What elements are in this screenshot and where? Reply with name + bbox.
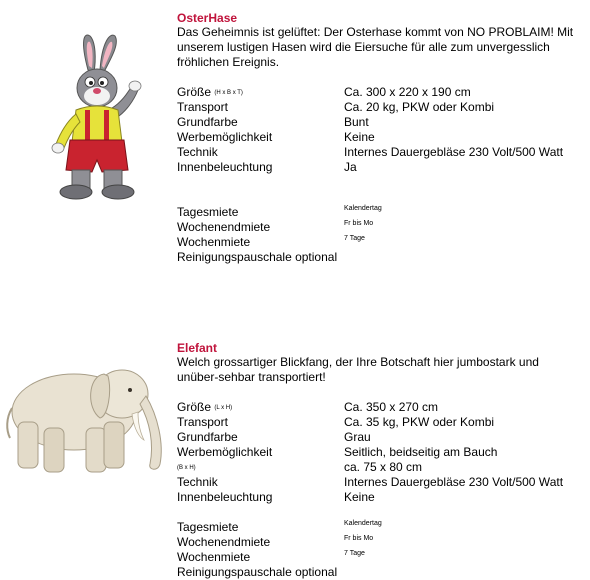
spec-label — [177, 160, 272, 175]
spec-label — [177, 400, 232, 415]
rental-row — [177, 235, 582, 250]
rental-label: Wochenendmiete — [177, 220, 271, 234]
rental-label: Wochenmiete — [177, 235, 251, 249]
spec-unit-hint: (H x B x T) — [214, 89, 243, 96]
spec-label-text: Größe — [177, 85, 212, 99]
spec-label — [177, 460, 196, 475]
rental-row — [177, 535, 582, 550]
spec-row — [177, 400, 582, 415]
product-title: Elefant — [177, 341, 218, 355]
rental-value: Kalendertag — [344, 520, 382, 527]
spec-unit-hint: (L x H) — [214, 404, 233, 411]
rental-row — [177, 250, 582, 265]
spec-label — [177, 115, 238, 130]
spec-row — [177, 445, 582, 460]
spec-label-text: Innenbeleuchtung — [177, 160, 273, 174]
elephant-image — [4, 352, 169, 482]
spec-label-text: Innenbeleuchtung — [177, 490, 273, 504]
product-content — [177, 341, 582, 580]
rental-label: Wochenendmiete — [177, 535, 271, 549]
product-description: Welch grossartiger Blickfang, der Ihre Botschaft hier jumbostark und unüber-sehbar transportiert! — [177, 355, 539, 384]
rental-row — [177, 550, 582, 565]
spec-row — [177, 130, 582, 145]
spec-value: Internes Dauergebläse 230 Volt/500 Watt — [344, 475, 564, 489]
elephant-illustration — [4, 352, 169, 482]
product-description: Das Geheimnis ist gelüftet: Der Osterhase kommt von NO PROBLAIM! Mit unserem lustigen Hasen wird die Eiersuche für alle zum unvergesslich fröhlichen Ereignis. — [177, 25, 574, 69]
spec-value: Bunt — [344, 115, 369, 129]
spec-value: Ca. 20 kg, PKW oder Kombi — [344, 100, 495, 114]
rental-label: Wochenmiete — [177, 550, 251, 564]
spec-value: Internes Dauergebläse 230 Volt/500 Watt — [344, 145, 564, 159]
spec-label — [177, 130, 272, 145]
spec-label-text: Grundfarbe — [177, 115, 238, 129]
spec-label — [177, 145, 218, 160]
rental-value: 7 Tage — [344, 235, 365, 242]
spec-row — [177, 415, 582, 430]
spec-row — [177, 475, 582, 490]
bunny-image — [40, 30, 150, 205]
spec-row — [177, 460, 582, 475]
bunny-illustration — [40, 30, 150, 205]
spec-value: Seitlich, beidseitig am Bauch — [344, 445, 498, 459]
spec-label-text: Werbemöglichkeit — [177, 130, 273, 144]
spec-value: Keine — [344, 490, 375, 504]
spec-row — [177, 100, 582, 115]
spec-label-text: Grundfarbe — [177, 430, 238, 444]
rental-value: Fr bis Mo — [344, 535, 374, 542]
spec-value: ca. 75 x 80 cm — [344, 460, 423, 474]
spec-label-text: Werbemöglichkeit — [177, 445, 273, 459]
spec-label — [177, 445, 272, 460]
spec-label — [177, 475, 218, 490]
spec-label-text: Technik — [177, 145, 218, 159]
rental-value: Fr bis Mo — [344, 220, 374, 227]
spec-label — [177, 415, 228, 430]
spec-value: Keine — [344, 130, 375, 144]
rental-label: Reinigungspauschale optional — [177, 565, 338, 579]
spec-row — [177, 145, 582, 160]
product-content — [177, 11, 582, 265]
spec-label-text: Größe — [177, 400, 212, 414]
spec-label — [177, 430, 238, 445]
rental-label: Tagesmiete — [177, 205, 239, 219]
spec-label — [177, 85, 243, 100]
rental-label: Tagesmiete — [177, 520, 239, 534]
spec-row — [177, 85, 582, 100]
rental-row — [177, 520, 582, 535]
rental-row — [177, 220, 582, 235]
spec-unit-hint: (B x H) — [177, 464, 196, 471]
spec-label — [177, 100, 228, 115]
rental-value: Kalendertag — [344, 205, 382, 212]
spec-label-text: Transport — [177, 100, 228, 114]
spec-value: Grau — [344, 430, 371, 444]
spec-row — [177, 430, 582, 445]
spec-row — [177, 115, 582, 130]
spec-value: Ja — [344, 160, 357, 174]
spec-label — [177, 490, 272, 505]
rental-label: Reinigungspauschale optional — [177, 250, 338, 264]
spec-label-text: Transport — [177, 415, 228, 429]
spec-row — [177, 160, 582, 175]
spec-label-text: Technik — [177, 475, 218, 489]
spec-value: Ca. 35 kg, PKW oder Kombi — [344, 415, 495, 429]
product-title: OsterHase — [177, 11, 238, 25]
rental-value: 7 Tage — [344, 550, 365, 557]
rental-row — [177, 205, 582, 220]
spec-value: Ca. 350 x 270 cm — [344, 400, 439, 414]
spec-row — [177, 490, 582, 505]
spec-value: Ca. 300 x 220 x 190 cm — [344, 85, 471, 99]
